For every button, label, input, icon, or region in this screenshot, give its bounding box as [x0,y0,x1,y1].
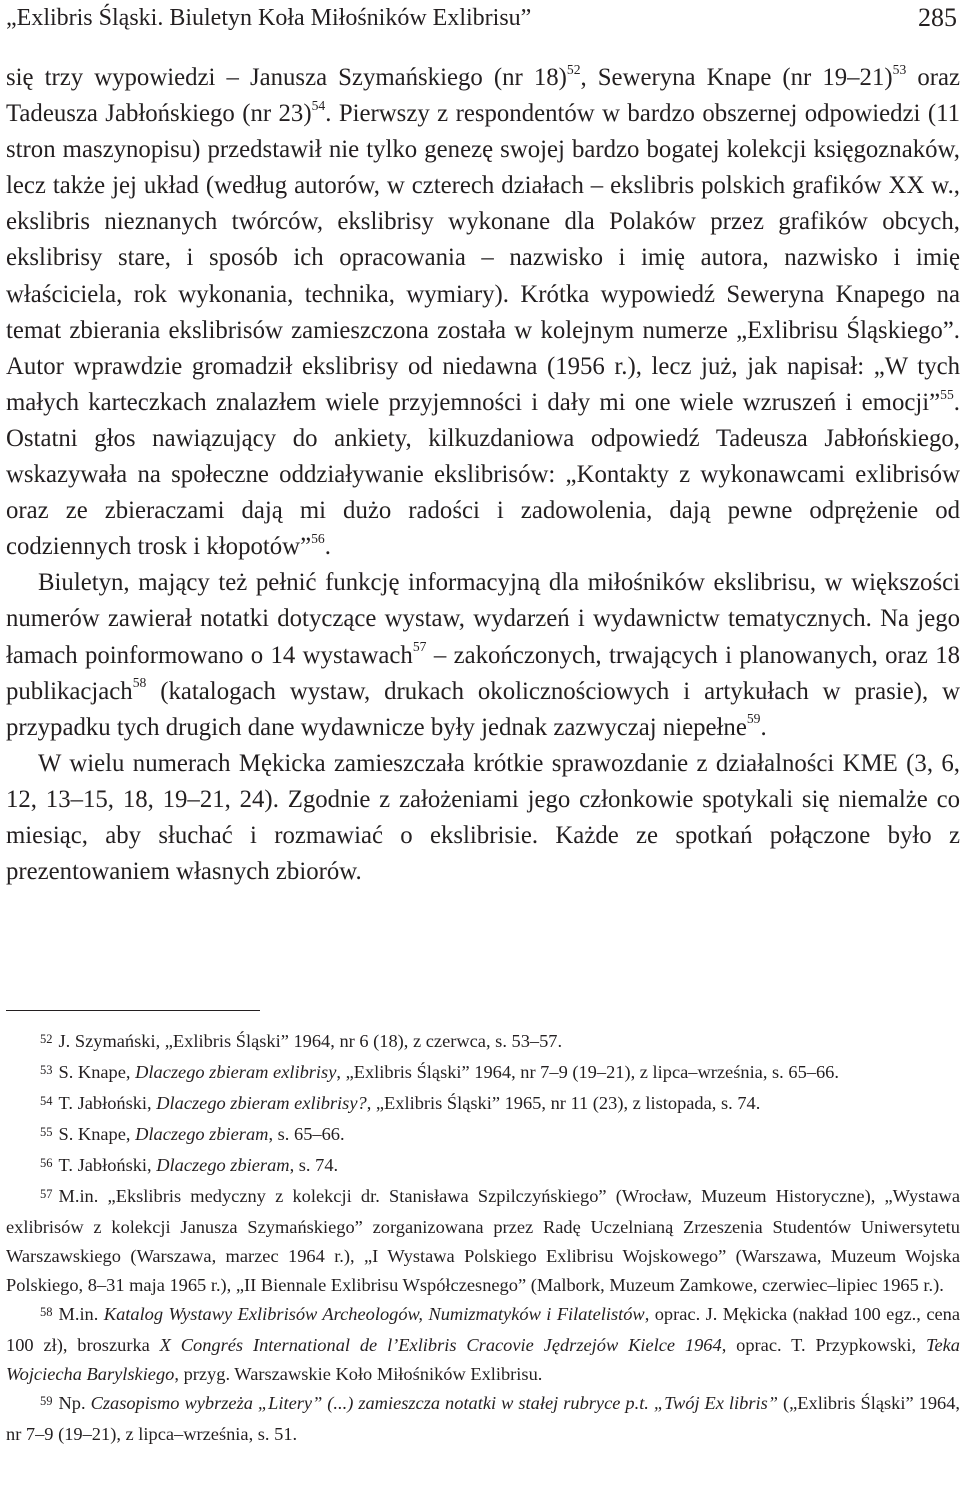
paragraph-3 [6,746,960,890]
text-run: , Seweryna Knape (nr 19–21) [580,64,893,91]
footnote-ref: 53 [892,61,907,77]
text-run: Biuletyn, mający też pełnić funkcję informacyjną dla miłośników ekslibrisu, w większości numerów zawierał notatki dotyczące wystaw, wydarzeń i wydawnictw tematycznych. Na jego łamach poinformowano o 14 wystawach [6,569,960,669]
italic-title: Dlaczego zbieram exlibrisy [135,1062,337,1082]
text-run: , oprac. J. Mękicka (nakład 100 egz., cena 100 zł), broszurka [6,1304,960,1355]
text-run: , s. 65–66. [268,1124,345,1144]
running-title: „Exlibris Śląski. Biuletyn Koła Miłośników Exlibrisu” [6,5,532,31]
text-run: oraz Tadeusza Jabłońskiego (nr 23) [6,64,960,128]
footnote-56 [6,1151,960,1182]
text-run: (katalogach wystaw, drukach okolicznościowych i artykułach w prasie), w przypadku tych drugich dane wydawnicze były jednak zazwyczaj niepełne [6,677,960,741]
body-text [6,60,960,890]
text-run: – zakończonych, trwających i planowanych, oraz 18 publikacjach [6,641,960,705]
italic-title: Dlaczego zbieram [156,1155,290,1175]
text-run: . Pierwszy z respondentów w bardzo obszernej odpowiedzi (11 stron maszynopisu) przedstawił nie tylko genezę swojej bardzo bogatej kolekcji księgoznaków, lecz także jej układ (według autorów, w czterech działach – ekslibris polskich grafików XX w., ekslibris nieznanych twórców, ekslibrisy wykonane dla Polaków przez grafików obcych, ekslibrisy stare, i sposób ich opracowania – nazwisko i imię autora, nazwisko i imię właściciela, rok wykonania, technika, wymiary). Krótka wypowiedź Seweryna Knapego na temat zbierania ekslibrisów zamieszczona została w kolejnym numerze „Exlibrisu Śląskiego”. Autor wprawdzie gromadził ekslibrisy od niedawna (1956 r.), lecz już, jak napisał: „W tych małych karteczkach znalazłem wiele przyjemności i dały mi one wiele wzruszeń i emocji” [6,100,960,416]
paragraph-1 [6,60,960,565]
text-run: Np. [58,1393,91,1413]
text-run: J. Szymański, „Exlibris Śląski” 1964, nr 6 (18), z czerwca, s. 53–57. [58,1031,563,1051]
italic-title: Czasopismo wybrzeża „Litery” (...) zamieszcza notatki w stałej rubryce p.t. „Twój Ex libris” [90,1393,778,1413]
footnotes [6,1027,960,1449]
text-run: . Ostatni głos nawiązujący do ankiety, kilkuzdaniowa odpowiedź Tadeusza Jabłońskiego, wskazywała na społeczne oddziaływanie ekslibrisów: „Kontakty z wykonawcami exlibrisów oraz ze zbieraczami dają mi dużo radości i zadowolenia, dają pewne odprężenie od codziennych trosk i kłopotów” [6,388,960,561]
footnote-number: 52 [40,1031,53,1046]
footnote-54 [6,1089,960,1120]
text-run: , przyg. Warszawskie Koło Miłośników Exlibrisu. [174,1364,543,1384]
footnote-number: 54 [40,1093,53,1108]
footnote-55 [6,1120,960,1151]
text-run: W wielu numerach Mękicka zamieszczała krótkie sprawozdanie z działalności KME (3, 6, 12, 13–15, 18, 19–21, 24). Zgodnie z założeniami jego członkowie spotykali się niemalże co miesiąc, aby słuchać i rozmawiać o ekslibrisie. Każde ze spotkań połączone było z prezentowaniem własnych zbiorów. [6,749,960,886]
footnote-number: 56 [40,1155,53,1170]
italic-title: Dlaczego zbieram [135,1124,269,1144]
text-run: M.in. [58,1304,104,1324]
footnote-number: 53 [40,1062,53,1077]
footnote-58 [6,1300,960,1389]
footnote-number: 57 [40,1186,53,1201]
text-run: („Exlibris Śląski” 1964, nr 7–9 (19–21), z lipca–września, s. 51. [6,1393,960,1444]
text-run: , s. 74. [289,1155,339,1175]
text-run: T. Jabłoński, [58,1093,157,1113]
footnote-57 [6,1182,960,1300]
text-run: S. Knape, [58,1062,136,1082]
italic-title: Teka Wojciecha Barylskiego [6,1335,960,1384]
paragraph-2 [6,565,960,745]
italic-title: Katalog Wystawy Exlibrisów Archeologów, Numizmatyków i Filatelistów [103,1304,645,1324]
footnote-ref: 57 [412,639,427,655]
italic-title: X Congrés International de l’Exlibris Cracovie Jędrzejów Kielce 1964 [159,1335,722,1355]
footnote-53 [6,1058,960,1089]
footnote-ref: 54 [311,97,326,113]
footnote-ref: 55 [940,386,954,402]
text-run: , „Exlibris Śląski” 1964, nr 7–9 (19–21), z lipca–września, s. 65–66. [336,1062,839,1082]
page-number: 285 [918,3,957,32]
footnote-ref: 59 [746,711,761,727]
footnote-ref: 52 [566,61,581,77]
footnote-number: 59 [40,1393,53,1408]
text-run: , „Exlibris Śląski” 1965, nr 11 (23), z listopada, s. 74. [366,1093,761,1113]
text-run: się trzy wypowiedzi – Janusza Szymańskiego (nr 18) [6,64,567,91]
italic-title: Dlaczego zbieram exlibrisy? [156,1093,367,1113]
running-header [6,0,960,36]
text-run: . [324,533,331,561]
text-run: T. Jabłoński, [58,1155,157,1175]
text-run: . [760,713,767,741]
text-run: , oprac. T. Przypkowski, [721,1335,926,1355]
footnote-number: 58 [40,1304,53,1319]
footnote-52 [6,1027,960,1058]
footnote-number: 55 [40,1124,53,1139]
footnote-59 [6,1389,960,1449]
footnote-separator [6,1010,260,1011]
footnote-ref: 56 [311,530,325,546]
text-run: S. Knape, [58,1124,136,1144]
text-run: M.in. „Ekslibris medyczny z kolekcji dr. Stanisława Szpilczyńskiego” (Wrocław, Muzeum Historyczne), „Wystawa exlibrisów z kolekcji Janusza Szymańskiego” zorganizowana przez Radę Uczelnianą Zrzeszenia Studentów Uniwersytetu Warszawskiego (Warszawa, marzec 1964 r.), „I Wystawa Polskiego Exlibrisu Wojskowego” (Warszawa, Muzeum Wojska Polskiego, 8–31 maja 1965 r.), „II Biennale Exlibrisu Współczesnego” (Malbork, Muzeum Zamkowe, czerwiec–lipiec 1965 r.). [6,1186,960,1295]
footnote-ref: 58 [132,675,147,691]
